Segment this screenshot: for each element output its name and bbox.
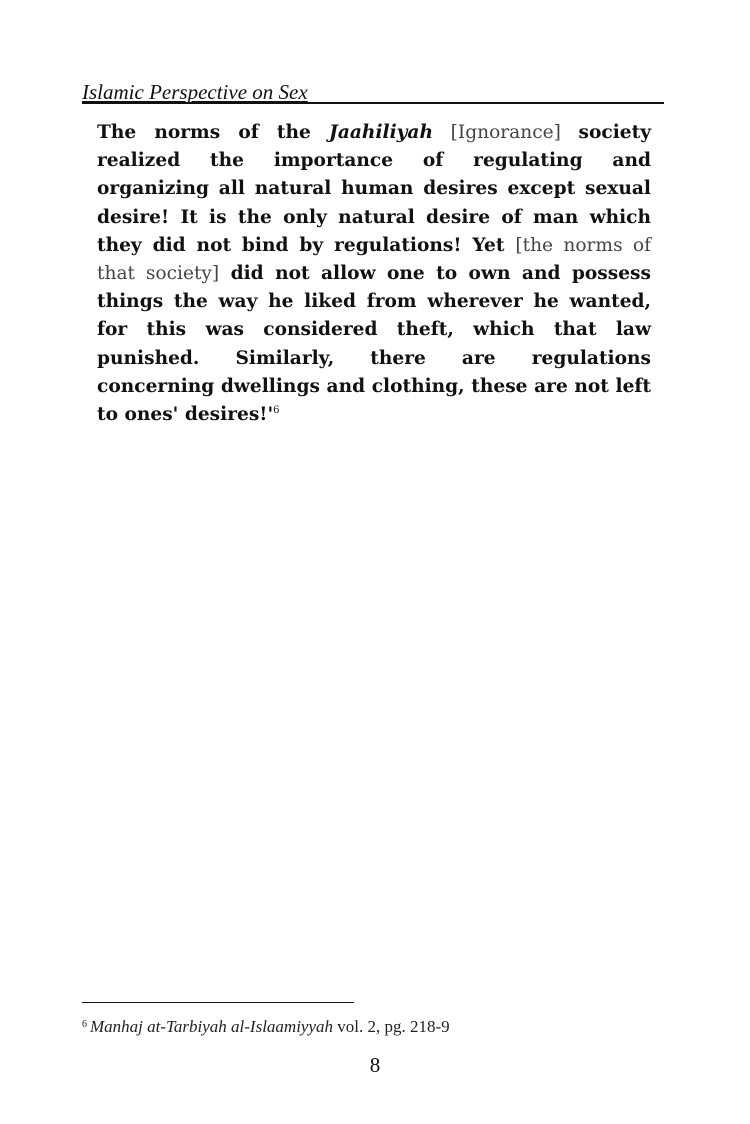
footnote-source-detail: vol. 2, pg. 218-9 [333,1017,450,1036]
main-paragraph [97,119,651,429]
footnote-reference: 6 [273,405,280,417]
footnote-source-title: Manhaj at-Tarbiyah al-Islaamiyyah [90,1017,334,1036]
page-number: 8 [369,1053,381,1077]
paragraph-segment-1: The norms of the [97,122,330,143]
running-header [82,78,664,104]
paragraph-term-jaahiliyah: Jaahiliyah [329,122,434,143]
running-header-title: Islamic Perspective on Sex [82,80,308,104]
footnote-number: 6 [82,1019,87,1030]
footnote-divider [82,1002,354,1003]
paragraph-segment-4: [the norms of that society] [97,234,651,285]
paragraph-segment-5: did not allow one to own and possess things the way he liked from wherever he wanted, for this was considered theft, which that law punished. Similarly, there are regulations concerning dwellings and clothing, these are not left to ones' desires!' [97,263,651,426]
footnote [82,1017,450,1037]
paragraph-segment-2: [Ignorance] [433,122,579,143]
paragraph-segment-3: society realized the importance of regulating and organizing all natural human desires except sexual desire! It is the only natural desire of man which they did not bind by regulations! Yet [97,122,651,256]
